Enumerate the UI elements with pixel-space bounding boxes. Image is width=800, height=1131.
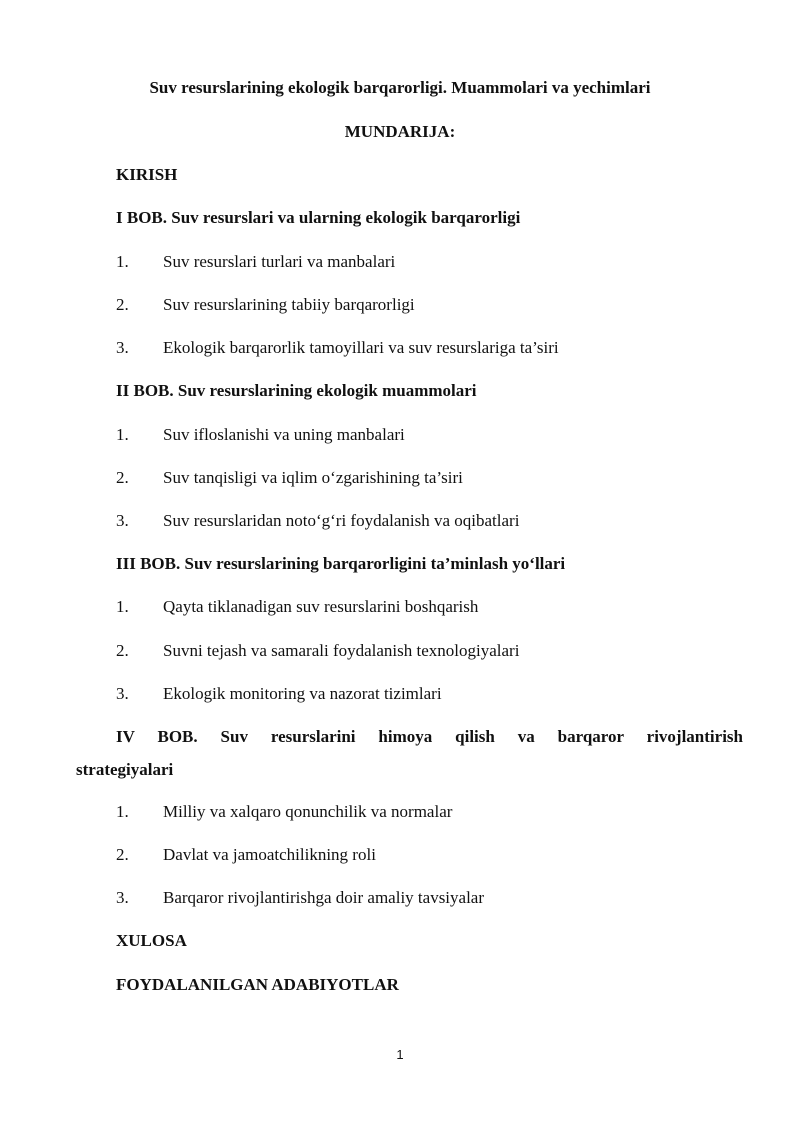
toc-item: Suv resurslaridan noto‘g‘ri foydalanish va oqibatlari: [163, 511, 520, 530]
contents-heading: MUNDARIJA:: [344, 122, 456, 141]
toc-item: Ekologik barqarorlik tamoyillari va suv resurslariga ta’siri: [163, 338, 559, 357]
document-title: Suv resurslarining ekologik barqarorligi. Muammolari va yechimlari: [149, 78, 651, 97]
toc-item: Qayta tiklanadigan suv resurslarini boshqarish: [163, 597, 479, 616]
toc-item: Suv ifloslanishi va uning manbalari: [163, 425, 405, 444]
toc-item: Ekologik monitoring va nazorat tizimlari: [163, 684, 442, 703]
toc-item-number: 2.: [116, 295, 129, 314]
toc-chapter-1: I BOB. Suv resurslari va ularning ekologik barqarorligi: [116, 208, 521, 227]
toc-chapter-3: III BOB. Suv resurslarining barqarorligini ta’minlash yo‘llari: [116, 554, 566, 573]
toc-references: FOYDALANILGAN ADABIYOTLAR: [116, 975, 399, 994]
toc-item: Milliy va xalqaro qonunchilik va normalar: [163, 802, 453, 821]
toc-intro: KIRISH: [116, 165, 178, 184]
toc-item: Suv tanqisligi va iqlim o‘zgarishining ta’siri: [163, 468, 463, 487]
toc-item-number: 1.: [116, 252, 129, 271]
toc-item-number: 3.: [116, 511, 129, 530]
toc-item: Suv resurslarining tabiiy barqarorligi: [163, 295, 415, 314]
toc-item: Barqaror rivojlantirishga doir amaliy tavsiyalar: [163, 888, 485, 907]
toc-item-number: 1.: [116, 425, 129, 444]
toc-item-number: 3.: [116, 684, 129, 703]
toc-item-number: 3.: [116, 338, 129, 357]
toc-item-number: 2.: [116, 468, 129, 487]
toc-item: Suvni tejash va samarali foydalanish texnologiyalari: [163, 641, 520, 660]
toc-item: Davlat va jamoatchilikning roli: [163, 845, 376, 864]
toc-conclusion: XULOSA: [116, 931, 187, 950]
toc-chapter-4-line-1: IV BOB. Suv resurslarini himoya qilish va barqaror rivojlantirish: [116, 727, 743, 746]
toc-item-number: 1.: [116, 597, 129, 616]
toc-item-number: 2.: [116, 845, 129, 864]
toc-chapter-4-line-2: strategiyalari: [76, 760, 174, 779]
toc-chapter-2: II BOB. Suv resurslarining ekologik muammolari: [116, 381, 477, 400]
toc-item-number: 1.: [116, 802, 129, 821]
toc-item-number: 3.: [116, 888, 129, 907]
toc-item: Suv resurslari turlari va manbalari: [163, 252, 396, 271]
page-number: 1: [396, 1047, 404, 1062]
toc-item-number: 2.: [116, 641, 129, 660]
